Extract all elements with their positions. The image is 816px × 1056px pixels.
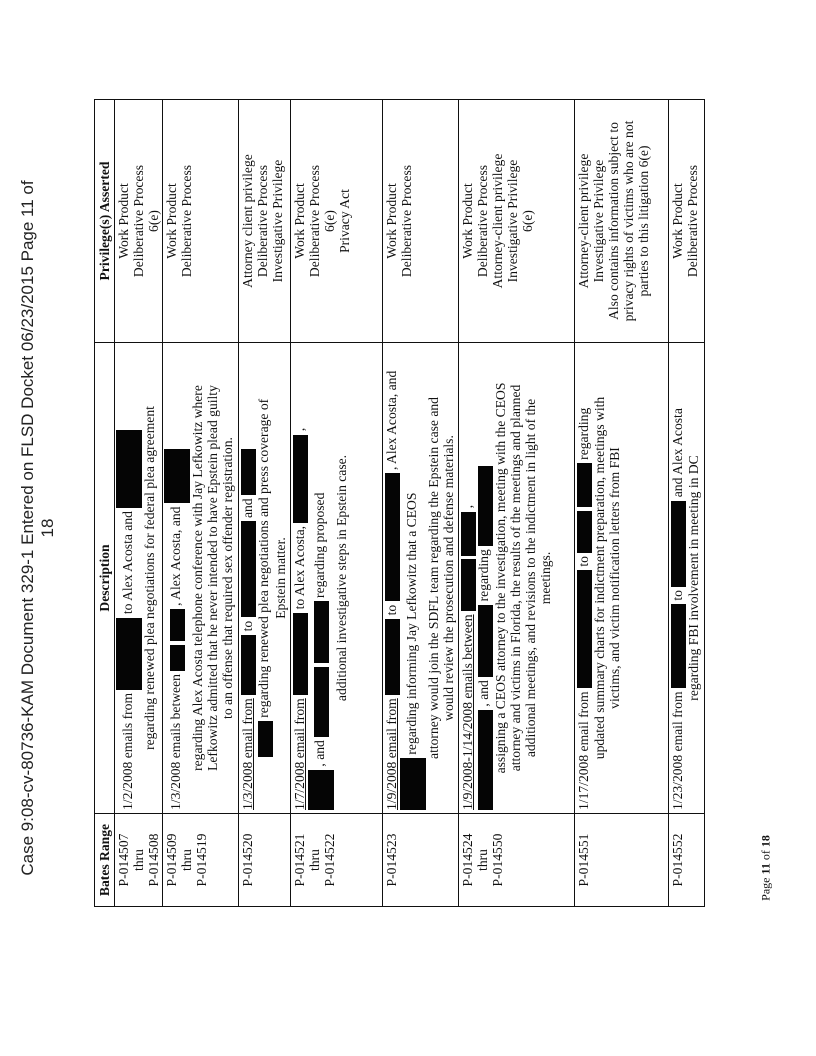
- redaction-box: [385, 619, 400, 695]
- desc-text: victims, and victim notification letters from FBI: [607, 447, 623, 709]
- desc-text: 1/3/2008 email from: [240, 698, 255, 810]
- privilege-value: 6(e): [520, 210, 535, 232]
- bates-value: P-014551: [576, 833, 591, 887]
- col-header-privilege: Privilege(s) Asserted: [95, 100, 115, 343]
- desc-text: 1/7/2008 email from: [292, 698, 307, 810]
- bates-cell: [575, 814, 669, 907]
- desc-text: 1/3/2008 emails between: [168, 674, 184, 810]
- desc-text: to Alex Acosta and: [120, 511, 136, 615]
- desc-text: 1/23/2008 email from: [670, 691, 685, 810]
- redaction-box: [478, 710, 493, 810]
- privilege-value: Attorney-client privilege: [490, 153, 505, 289]
- redaction-box: [170, 645, 185, 671]
- privilege-value: Deliberative Process: [179, 164, 194, 278]
- desc-text: to an offense that required sex offender registration.: [220, 437, 235, 719]
- redaction-box: [671, 501, 686, 587]
- desc-text: attorney would join the SDFL team regarding the Epstein case and: [426, 397, 442, 759]
- bates-cell: [459, 814, 575, 907]
- desc-text: 1/2/2008 emails from: [120, 692, 136, 810]
- bates-value: P-014508: [146, 833, 161, 887]
- bates-value: P-014522: [322, 833, 337, 887]
- redaction-box: [116, 618, 142, 690]
- table-row: [163, 100, 239, 907]
- desc-text: ,: [292, 427, 307, 432]
- description-cell: [291, 343, 383, 814]
- col-header-bates: Bates Range: [95, 814, 115, 907]
- desc-text: , Alex Acosta, and: [384, 370, 399, 471]
- privilege-cell: [163, 100, 239, 343]
- bates-value: P-014507: [116, 833, 131, 887]
- docket-header-text: [18, 180, 58, 875]
- bates-value: P-014524: [460, 833, 475, 887]
- page-total: 18: [758, 835, 773, 848]
- privilege-value: Also contains information subject to: [606, 122, 621, 320]
- privilege-value: Privacy Act: [337, 189, 352, 253]
- redaction-box: [461, 512, 476, 556]
- desc-text: regarding renewed plea negotiations for federal plea agreement: [142, 406, 157, 750]
- redaction-box: [241, 449, 256, 495]
- desc-text: meetings.: [537, 551, 553, 605]
- bates-cell: [669, 814, 705, 907]
- desc-text: regarding: [576, 407, 591, 460]
- privilege-value: Work Product: [670, 183, 685, 259]
- page-number: [759, 835, 774, 901]
- table-row: [239, 100, 291, 907]
- table-row: [383, 100, 459, 907]
- desc-text: , Alex Acosta, and: [168, 506, 184, 606]
- redaction-box: [671, 604, 686, 688]
- desc-text: Epstein matter.: [272, 537, 288, 619]
- redaction-box: [577, 463, 592, 507]
- desc-text: 1/9/2008 email from: [384, 698, 399, 810]
- desc-text: and: [240, 498, 255, 519]
- description-cell: [669, 343, 705, 814]
- description-cell: [239, 343, 291, 814]
- page-prefix: Page: [758, 874, 773, 901]
- privilege-value: parties to this litigation 6(e): [636, 145, 651, 297]
- description-cell: [115, 343, 163, 814]
- table-row: [291, 100, 383, 907]
- redaction-box: [577, 511, 592, 553]
- privilege-value: Deliberative Process: [685, 164, 700, 278]
- desc-text: to: [240, 620, 255, 632]
- description-cell: [575, 343, 669, 814]
- table-row: [459, 100, 575, 907]
- redaction-box: [241, 521, 256, 617]
- redaction-box: [116, 430, 142, 508]
- table-row: [115, 100, 163, 907]
- privilege-value: Work Product: [164, 183, 179, 259]
- bates-value: P-014523: [384, 833, 399, 887]
- desc-text: regarding proposed: [312, 492, 328, 598]
- privilege-value: 6(e): [322, 210, 337, 232]
- redaction-box: [308, 770, 334, 810]
- privilege-cell: [575, 100, 669, 343]
- privilege-value: Work Product: [116, 183, 131, 259]
- privilege-value: Investigative Privilege: [270, 159, 285, 283]
- desc-text: and Alex Acosta: [670, 408, 685, 498]
- privilege-value: 6(e): [146, 210, 161, 232]
- desc-text: assigning a CEOS attorney to the investigation, meeting with the CEOS: [492, 382, 508, 774]
- redaction-box: [293, 613, 308, 695]
- privilege-value: Investigative Privilege: [591, 159, 606, 283]
- privilege-log: [94, 99, 702, 907]
- table-header-row: [95, 100, 115, 907]
- page-current: 11: [758, 863, 773, 875]
- desc-text: additional investigative steps in Epstein case.: [334, 454, 350, 702]
- desc-text: would review the prosecution and defense materials.: [441, 435, 457, 721]
- redaction-box: [170, 609, 185, 641]
- redaction-box: [461, 559, 476, 611]
- redaction-box: [241, 635, 256, 695]
- bates-value: thru: [179, 849, 194, 871]
- privilege-log-table: [94, 99, 705, 907]
- bates-cell: [291, 814, 383, 907]
- privilege-value: Deliberative Process: [475, 164, 490, 278]
- bates-value: thru: [131, 849, 146, 871]
- redaction-box: [478, 466, 493, 546]
- privilege-value: Attorney client privilege: [240, 154, 255, 288]
- privilege-value: Work Product: [292, 183, 307, 259]
- desc-text: attorney and victims in Florida, the results of the meetings and planned: [507, 384, 523, 772]
- privilege-cell: [291, 100, 383, 343]
- privilege-value: Work Product: [460, 183, 475, 259]
- desc-text: Lefkowitz admitted that he never intended to have Epstein plead guilty: [205, 385, 220, 771]
- desc-text: , and: [312, 740, 328, 767]
- redaction-box: [385, 473, 400, 601]
- bates-cell: [239, 814, 291, 907]
- redaction-box: [314, 667, 329, 737]
- header-line-2: 18: [38, 518, 57, 538]
- desc-text: regarding: [476, 549, 492, 602]
- redaction-box: [478, 605, 493, 677]
- bates-value: thru: [475, 849, 490, 871]
- privilege-cell: [459, 100, 575, 343]
- desc-text: to: [384, 604, 399, 616]
- privilege-value: Deliberative Process: [307, 164, 322, 278]
- redaction-box: [164, 449, 190, 503]
- bates-value: P-014552: [670, 833, 685, 887]
- desc-text: to: [576, 556, 591, 567]
- privilege-value: Deliberative Process: [399, 164, 414, 278]
- privilege-cell: [669, 100, 705, 343]
- bates-value: P-014519: [194, 833, 209, 887]
- bates-value: P-014521: [292, 833, 307, 887]
- desc-text: ,: [460, 504, 475, 509]
- bates-value: thru: [307, 849, 322, 871]
- bates-value: P-014520: [240, 833, 255, 887]
- desc-text: updated summary charts for indictment preparation, meetings with: [592, 396, 608, 760]
- desc-text: to: [670, 590, 685, 601]
- table-row: [669, 100, 705, 907]
- desc-text: additional meetings, and revisions to the indictment in light of the: [522, 398, 538, 758]
- description-cell: [459, 343, 575, 814]
- page-of: of: [758, 847, 773, 864]
- privilege-value: privacy rights of victims who are not: [621, 120, 636, 322]
- redaction-box: [314, 601, 329, 663]
- privilege-value: Deliberative Process: [131, 164, 146, 278]
- desc-text: to Alex Acosta,: [292, 525, 307, 610]
- description-cell: [163, 343, 239, 814]
- description-cell: [383, 343, 459, 814]
- privilege-value: Investigative Privilege: [505, 159, 520, 283]
- desc-text: , and: [476, 680, 492, 707]
- docket-header: [8, 0, 68, 1056]
- bates-cell: [383, 814, 459, 907]
- desc-text: regarding Alex Acosta telephone conference with Jay Lefkowitz where: [190, 385, 205, 771]
- col-header-description: Description: [95, 343, 115, 814]
- privilege-value: Attorney-client privilege: [576, 153, 591, 289]
- page-footer: [746, 835, 786, 940]
- bates-cell: [115, 814, 163, 907]
- desc-text: 1/17/2008 email from: [576, 691, 591, 810]
- privilege-cell: [115, 100, 163, 343]
- privilege-cell: [383, 100, 459, 343]
- bates-value: P-014509: [164, 833, 179, 887]
- desc-text: regarding informing Jay Lefkowitz that a CEOS: [404, 492, 420, 755]
- privilege-cell: [239, 100, 291, 343]
- redaction-box: [258, 721, 273, 757]
- table-row: [575, 100, 669, 907]
- redaction-box: [400, 758, 426, 810]
- redaction-box: [293, 435, 308, 523]
- bates-cell: [163, 814, 239, 907]
- header-line-1: Case 9:08-cv-80736-KAM Document 329-1 Entered on FLSD Docket 06/23/2015 Page 11 of: [18, 180, 37, 876]
- desc-text: 1/9/2008-1/14/2008 emails between: [460, 614, 475, 810]
- desc-text: regarding FBI involvement in meeting in DC: [686, 455, 702, 701]
- bates-value: P-014550: [490, 833, 505, 887]
- desc-text: regarding renewed plea negotiations and press coverage of: [256, 398, 272, 718]
- privilege-value: Deliberative Process: [255, 164, 270, 278]
- redaction-box: [577, 570, 592, 688]
- privilege-value: Work Product: [384, 183, 399, 259]
